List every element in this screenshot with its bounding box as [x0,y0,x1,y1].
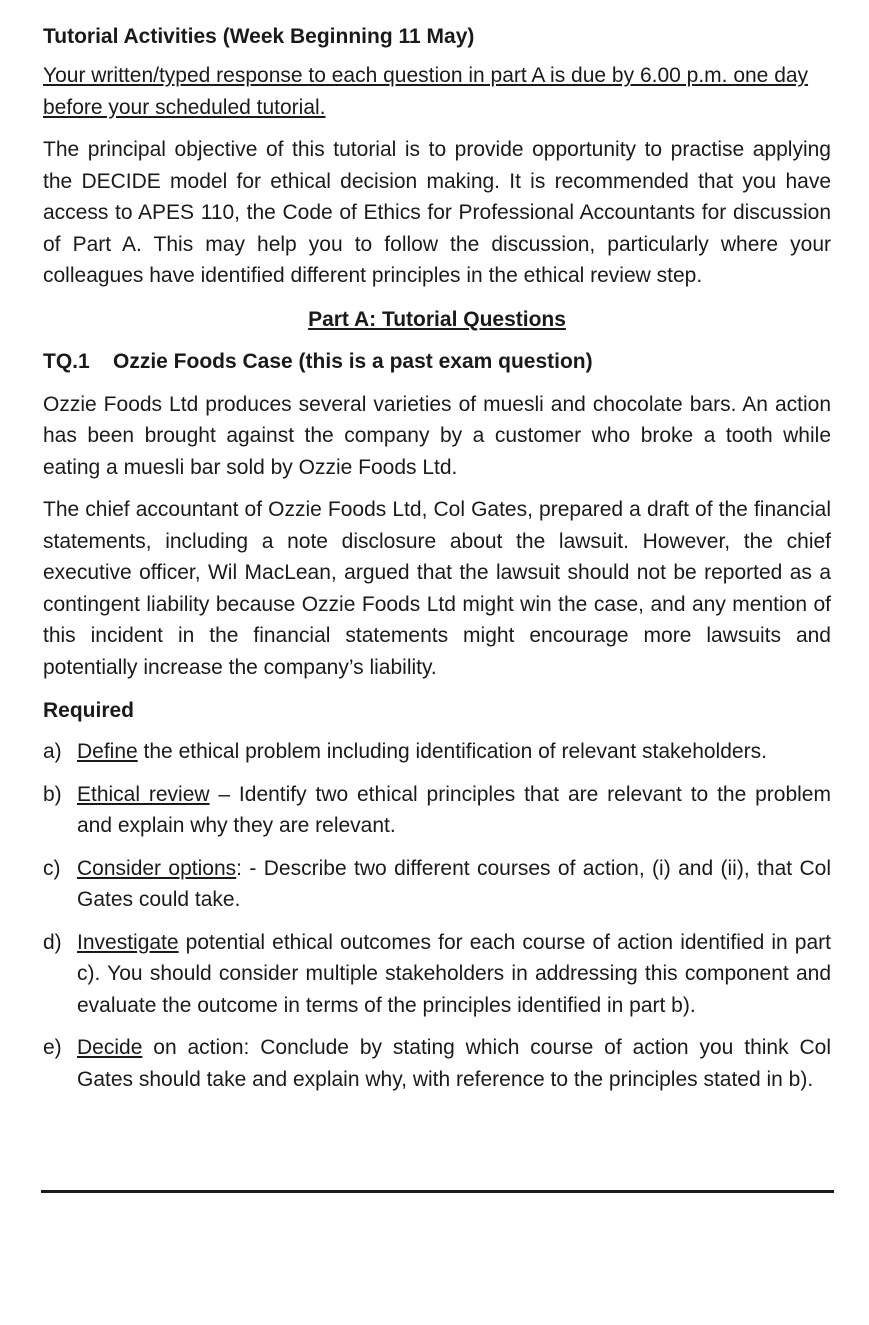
item-keyword: Consider options [77,856,237,880]
required-label: Required [43,699,135,722]
list-marker: c) [43,856,61,880]
list-item [43,736,831,768]
list-item [43,779,831,842]
list-item-content [77,779,831,842]
case-paragraph-1: Ozzie Foods Ltd produces several varieties of muesli and chocolate bars. An action has been brought against the company by a customer who broke a tooth while eating a muesli bar sold by Ozzie Foods Ltd. [43,392,831,479]
item-text: the ethical problem including identification of relevant stakeholders. [137,740,767,763]
list-item-content [77,927,831,1022]
item-keyword: Define [77,740,138,763]
item-keyword: Investigate [77,930,179,954]
document-title: Tutorial Activities (Week Beginning 11 May) [43,25,475,48]
list-item [43,927,831,1022]
list-marker: a) [43,740,62,763]
list-item [43,853,831,916]
item-text: – Identify two ethical principles that are relevant to the problem and explain why they are relevant. [77,782,831,837]
item-keyword: Ethical review [77,782,210,806]
list-item-content [77,1032,831,1095]
question-heading [43,345,831,379]
list-marker: e) [43,1036,62,1059]
part-a-heading: Part A: Tutorial Questions [308,307,566,331]
list-item-content [77,853,831,916]
item-text: : - Describe two different courses of action, (i) and (ii), that Col Gates could take. [77,856,831,911]
case-paragraph-2: The chief accountant of Ozzie Foods Ltd, Col Gates, prepared a draft of the financial statements, including a note disclosure about the lawsuit. However, the chief executive officer, Wil MacLean, argued that the lawsuit should not be reported as a contingent liability because Ozzie Foods Ltd might win the case, and any mention of this incident in the financial statements might encourage more lawsuits and potentially increase the company’s liability. [43,498,831,679]
bottom-divider [41,1190,834,1193]
required-list [43,736,831,1095]
tutorial-document [43,20,831,1106]
list-marker: b) [43,782,62,806]
list-item [43,1032,831,1095]
question-title: Ozzie Foods Case (this is a past exam question) [113,349,593,373]
intro-paragraph: The principal objective of this tutorial is to provide opportunity to practise applying the DECIDE model for ethical decision making. It is recommended that you have access to APES 110, the Code of Ethics for Professional Accountants for discussion of Part A. This may help you to follow the discussion, particularly where your colleagues have identified different principles in the ethical review step. [43,138,831,287]
due-notice: Your written/typed response to each question in part A is due by 6.00 p.m. one day before your scheduled tutorial. [43,64,809,119]
item-text: on action: Conclude by stating which course of action you think Col Gates should take and explain why, with reference to the principles stated in b). [77,1036,831,1091]
list-marker: d) [43,930,62,954]
question-number: TQ.1 [43,349,90,373]
item-text: potential ethical outcomes for each course of action identified in part c). You should consider multiple stakeholders in addressing this component and evaluate the outcome in terms of the principles identified in part b). [77,930,831,1017]
list-item-content [77,736,831,768]
item-keyword: Decide [77,1036,143,1059]
